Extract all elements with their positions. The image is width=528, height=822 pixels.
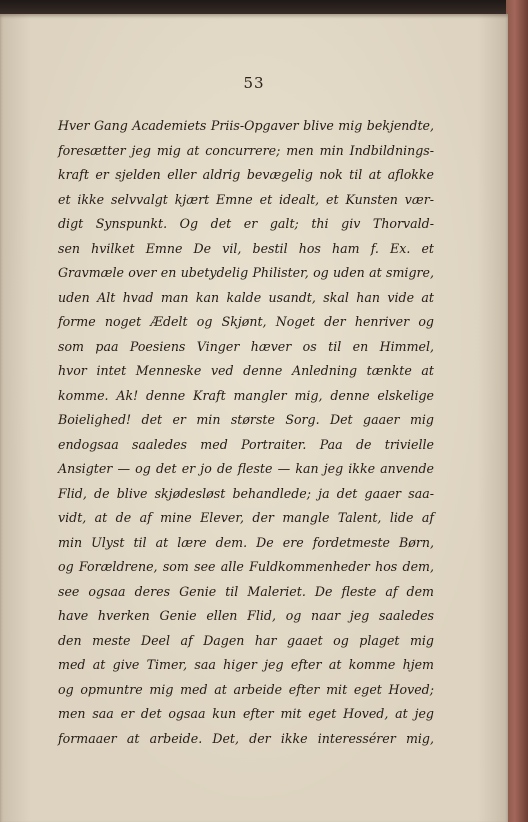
text-line: have hverken Genie ellen Flid, og naar jeg saaledes (58, 608, 434, 623)
text-line: Boielighed! det er min største Sorg. Det gaaer mig (58, 412, 434, 427)
text-line: digt Synspunkt. Og det er galt; thi giv Thorvald- (58, 216, 434, 231)
text-line: et ikke selvvalgt kjært Emne et idealt, et Kunsten vær- (58, 191, 434, 207)
text-line: forme noget Ædelt og Skjønt, Noget der henriver og (58, 314, 434, 329)
text-line: sen hvilket Emne De vil, bestil hos ham f. Ex. et (58, 240, 434, 256)
text-line: Ansigter — og det er jo de fleste — kan jeg ikke anvende (58, 461, 434, 476)
text-line: med at give Timer, saa higer jeg efter at komme hjem (58, 657, 434, 672)
text-line: hvor intet Menneske ved denne Anledning tænkte at (58, 363, 434, 378)
text-line: uden Alt hvad man kan kalde usandt, skal han vide at (58, 289, 434, 305)
text-line: og opmuntre mig med at arbeide efter mit eget Hoved; (58, 681, 434, 697)
text-line: den meste Deel af Dagen har gaaet og plaget mig (58, 632, 434, 648)
text-line: formaaer at arbeide. Det, der ikke interessérer mig, (58, 730, 434, 746)
book-cover-edge (506, 0, 528, 822)
page-number: 53 (243, 74, 265, 92)
text-line: men saa er det ogsaa kun efter mit eget Hoved, at jeg (58, 706, 434, 721)
text-line: foresætter jeg mig at concurrere; men min Indbildnings- (58, 142, 434, 158)
text-line: endogsaa saaledes med Portraiter. Paa de trivielle (58, 436, 434, 452)
body-text (58, 114, 434, 751)
text-line: komme. Ak! denne Kraft mangler mig, denne elskelige (58, 387, 434, 403)
text-line: vidt, at de af mine Elever, der mangle Talent, lide af (58, 510, 434, 525)
book-page (0, 14, 508, 822)
text-line: Gravmæle over en ubetydelig Philister, og uden at smigre, (58, 265, 434, 280)
text-line: og Forældrene, som see alle Fuldkommenheder hos dem, (58, 559, 434, 574)
text-line: min Ulyst til at lære dem. De ere fordetmeste Børn, (58, 534, 434, 550)
text-line: Flid, de blive skjødesløst behandlede; ja det gaaer saa- (58, 485, 434, 501)
text-line: Hver Gang Academiets Priis-Opgaver blive mig bekjendte, (58, 118, 434, 133)
text-line: kraft er sjelden eller aldrig bevægelig nok til at aflokke (58, 167, 434, 182)
text-line: see ogsaa deres Genie til Maleriet. De fleste af dem (58, 583, 434, 599)
text-line: som paa Poesiens Vinger hæver os til en Himmel, (58, 338, 434, 354)
